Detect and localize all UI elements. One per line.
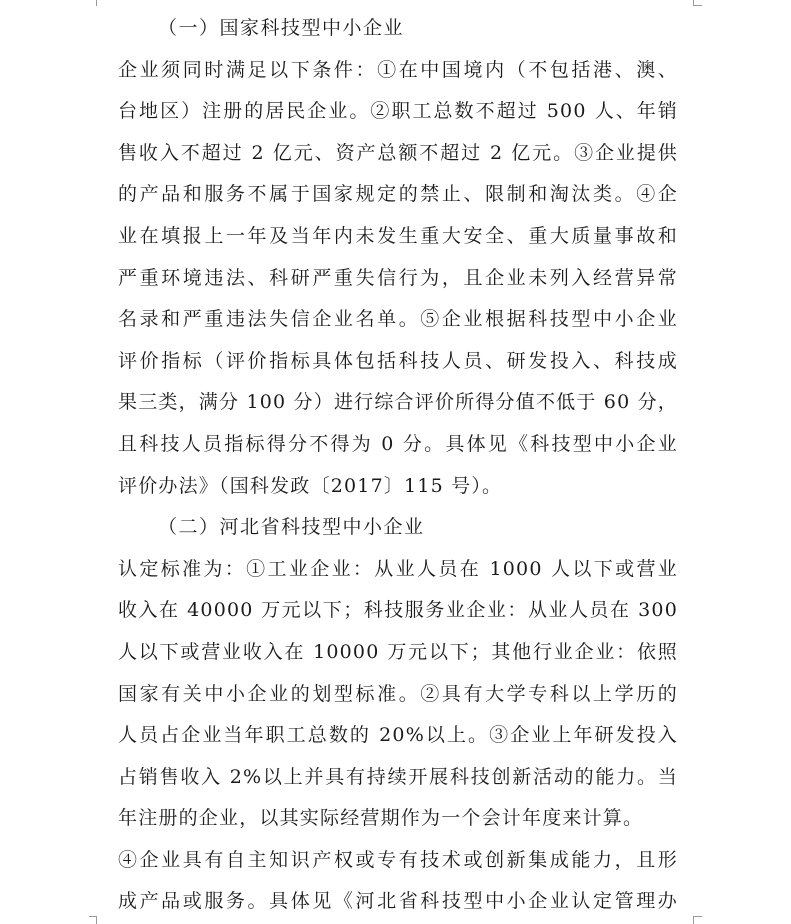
section-heading-national: （一）国家科技型中小企业: [158, 17, 405, 39]
crop-mark-bottom-left-horizontal: [89, 916, 97, 917]
text-line: 国家有关中小企业的划型标准。②具有大学专科以上学历的: [118, 682, 678, 705]
text-line: 评价办法》（国科发政〔2017〕115 号）。: [118, 474, 503, 497]
paragraph-national-criteria: [118, 50, 678, 508]
text-line: 收入在 40000 万元以下；科技服务业企业：从业人员在 300: [118, 599, 678, 622]
text-line: ④企业具有自主知识产权或专有技术或创新集成能力，且形: [118, 848, 678, 871]
crop-mark-top-right-horizontal: [694, 5, 702, 6]
text-line: 的产品和服务不属于国家规定的禁止、限制和淘汰类。④企: [118, 183, 678, 206]
crop-mark-bottom-right-horizontal: [694, 916, 702, 917]
crop-mark-top-left: [96, 0, 97, 6]
text-line: 人员占企业当年职工总数的 20%以上。③企业上年研发投入: [118, 724, 678, 747]
text-line: 售收入不超过 2 亿元、资产总额不超过 2 亿元。③企业提供: [118, 141, 678, 164]
text-line: 认定标准为：①工业企业：从业人员在 1000 人以下或营业: [118, 557, 678, 580]
text-line: 且科技人员指标得分不得为 0 分。具体见《科技型中小企业: [118, 432, 678, 455]
document-body: [118, 8, 678, 923]
text-line: 台地区）注册的居民企业。②职工总数不超过 500 人、年销: [118, 100, 678, 123]
text-line: 成产品或服务。具体见《河北省科技型中小企业认定管理办: [118, 890, 678, 913]
text-line: 名录和严重违法失信企业名单。⑤企业根据科技型中小企业: [118, 308, 678, 331]
section-heading-hebei: （二）河北省科技型中小企业: [158, 516, 425, 539]
text-line: 占销售收入 2%以上并具有持续开展科技创新活动的能力。当: [118, 765, 678, 788]
text-line: 果三类，满分 100 分）进行综合评价所得分值不低于 60 分，: [118, 391, 679, 414]
crop-mark-bottom-left: [96, 916, 97, 924]
text-line: 严重环境违法、科研严重失信行为，且企业未列入经营异常: [118, 266, 678, 289]
text-line: 企业须同时满足以下条件：①在中国境内（不包括港、澳、: [118, 58, 678, 81]
text-line: 业在填报上一年及当年内未发生重大安全、重大质量事故和: [118, 224, 678, 247]
text-line: 年注册的企业，以其实际经营期作为一个会计年度来计算。: [118, 807, 644, 830]
crop-mark-bottom-right: [693, 916, 694, 924]
paragraph-hebei-criteria: [118, 549, 678, 923]
text-line: 评价指标（评价指标具体包括科技人员、研发投入、科技成: [118, 349, 678, 372]
text-line: 人以下或营业收入在 10000 万元以下；其他行业企业：依照: [118, 640, 678, 663]
